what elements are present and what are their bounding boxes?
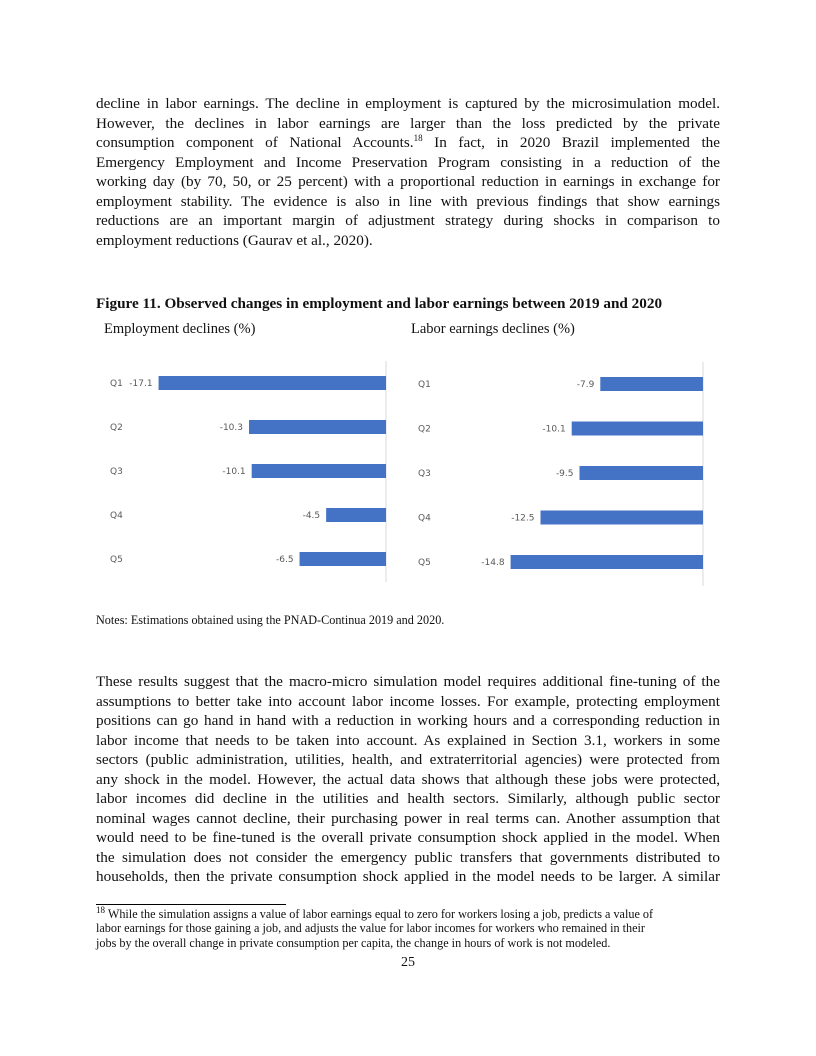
value-label: -12.5 [511, 513, 535, 524]
category-label: Q1 [110, 379, 123, 389]
category-label: Q3 [418, 469, 431, 479]
text-line: any shock in the model. However, the actual data shows that although these jobs were protected, [96, 770, 720, 788]
category-label: Q2 [418, 424, 431, 435]
text-line: assumptions to better take into account labor income losses. For example, protecting employment [96, 692, 720, 710]
bar-q1 [600, 377, 703, 391]
value-label: -10.1 [542, 424, 566, 435]
figure-title: Figure 11. Observed changes in employment and labor earnings between 2019 and 2020 [96, 295, 663, 312]
category-label: Q4 [418, 513, 431, 524]
footnote-line: jobs by the overall change in private consumption per capita, the change in hours of work is not modeled. [96, 935, 611, 950]
page-number: 25 [401, 955, 415, 970]
bar-q5 [511, 555, 703, 569]
text-line: consumption component of National Accounts.$^{18}$ In fact, in 2020 Brazil implemented the [96, 132, 721, 151]
text-line: employment reductions (Gaurav et al., 2020). [96, 231, 373, 249]
chart-title-employment: Employment declines (%) [104, 321, 256, 337]
text-line: reductions are an important margin of adjustment strategy during shocks in comparison to [96, 212, 720, 229]
text-line: decline in labor earnings. The decline in employment is captured by the microsimulation model. [96, 95, 720, 112]
category-label: Q5 [418, 558, 431, 568]
footnote-line: labor earnings for those gaining a job, and adjusts the value for labor incomes for workers who remained in their [96, 921, 645, 936]
category-label: Q2 [110, 423, 123, 433]
bar-q2 [249, 420, 386, 434]
value-label: -17.1 [129, 379, 153, 389]
text-line: working day (by 70, 50, or 25 percent) with a proportional reduction in earnings in exchange for [96, 173, 720, 190]
text-line: These results suggest that the macro-micro simulation model requires additional fine-tuning of the [96, 673, 720, 690]
footnote [96, 904, 720, 950]
value-label: -7.9 [576, 380, 595, 390]
chart-title-earnings: Labor earnings declines (%) [411, 321, 575, 337]
bar-q1 [159, 376, 386, 390]
bar-q5 [300, 552, 386, 566]
value-label: -9.5 [555, 469, 574, 479]
value-label: -6.5 [275, 555, 294, 565]
text-line: the simulation does not consider the emergency public transfers that governments distributed to [96, 848, 720, 866]
value-label: -10.1 [222, 467, 246, 477]
text-line: positions can go hand in hand with a reduction in working hours and a corresponding reduction in [96, 712, 720, 729]
bar-q3 [580, 466, 704, 480]
text-line: labor incomes did decline in the utilities and health sectors. Similarly, although public sector [96, 790, 720, 807]
text-line: sectors (public administration, utilities, health, and extraterritorial agencies) were protected from [96, 751, 720, 768]
text-line: Emergency Employment and Income Preservation Program consisting in a reduction of the [96, 153, 720, 171]
bar-q4 [326, 508, 386, 522]
value-label: -4.5 [302, 511, 321, 521]
value-label: -10.3 [219, 423, 244, 433]
footnote-ref[interactable]: 18 [413, 132, 423, 143]
bar-q3 [252, 464, 386, 478]
text-line: nominal wages cannot decline, their purchasing power in real terms can. Another assumption that [96, 809, 720, 827]
bar-chart-0 [110, 361, 386, 582]
bar-q4 [541, 511, 704, 525]
text-line: labor income that needs to be taken into account. As explained in Section 3.1, workers in some [96, 731, 720, 749]
footnote-line: $^{18}$ While the simulation assigns a value of labor earnings equal to zero for workers losing a job, predicts a value of [96, 904, 654, 921]
text-line: However, the declines in labor earnings are larger than the loss predicted by the private [96, 114, 720, 132]
value-label: -14.8 [481, 558, 505, 568]
category-label: Q1 [418, 380, 431, 390]
paragraph-2 [96, 672, 720, 887]
bar-q2 [572, 422, 703, 436]
bar-chart-1 [418, 362, 703, 586]
text-line: would need to be fine-tuned is the overall private consumption shock applied in the model. When [96, 829, 720, 846]
category-label: Q4 [110, 511, 123, 521]
category-label: Q5 [110, 555, 123, 565]
category-label: Q3 [110, 467, 123, 477]
footnote-divider [96, 904, 286, 905]
figure-notes: Notes: Estimations obtained using the PNAD-Continua 2019 and 2020. [96, 613, 445, 627]
text-line: households, then the private consumption shock applied in the model needs to be larger. A similar [96, 868, 720, 885]
text-line: employment stability. The evidence is also in line with previous findings that show earnings [96, 192, 720, 210]
